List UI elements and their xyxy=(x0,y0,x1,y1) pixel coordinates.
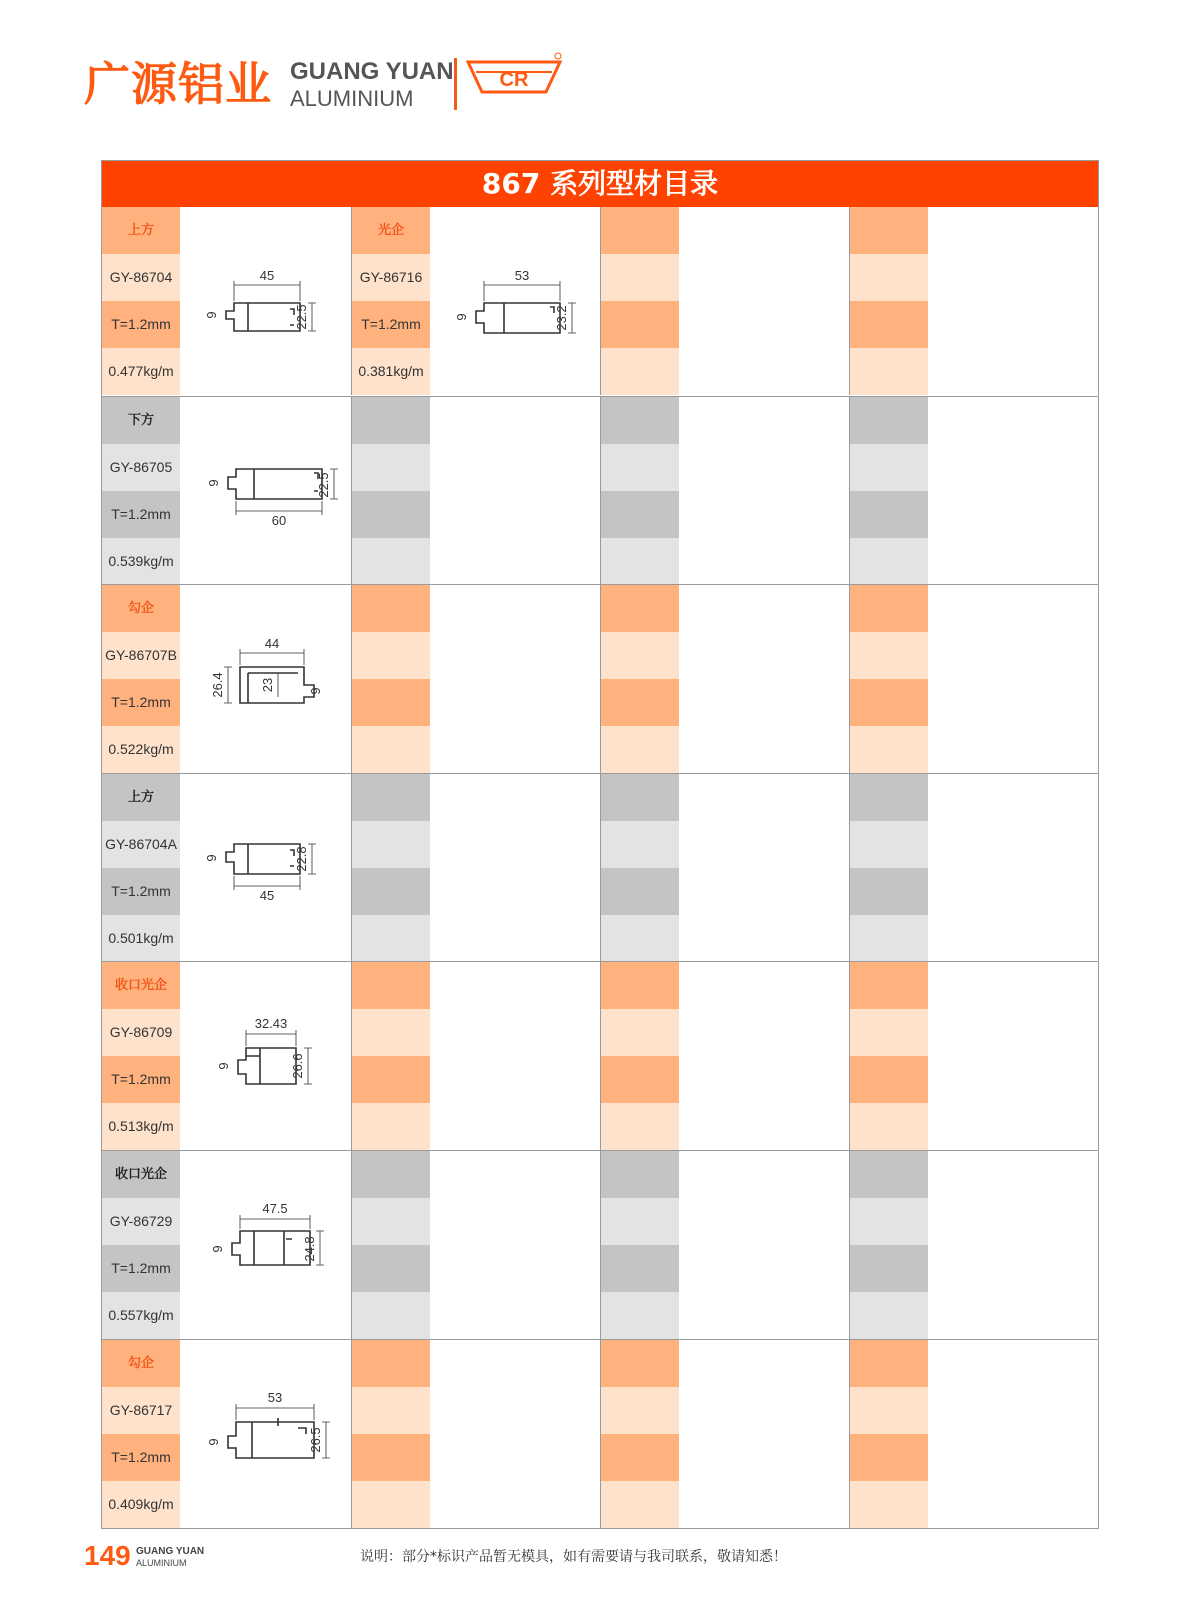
profile-cross-section-drawing xyxy=(182,405,348,577)
profile-code: GY-86704 xyxy=(102,254,180,301)
dim-width: 53 xyxy=(267,1389,283,1405)
profile-spec-labels xyxy=(850,585,928,773)
dim-height: 24.8 xyxy=(302,1236,317,1262)
profile-spec-labels xyxy=(850,207,928,395)
profile-spec-labels xyxy=(850,397,928,585)
footer-brand: GUANG YUAN xyxy=(136,1546,205,1557)
dim-height: 26.6 xyxy=(290,1053,305,1080)
profile-code xyxy=(601,821,679,868)
profile-spec-labels xyxy=(601,207,679,395)
profile-name: 收口光企 xyxy=(102,962,180,1009)
dim-width: 44 xyxy=(264,636,280,652)
brand-name-en: GUANG YUAN xyxy=(290,58,454,85)
profile-weight: 0.539kg/m xyxy=(102,538,180,585)
profile-weight xyxy=(601,726,679,773)
profile-name xyxy=(850,774,928,821)
dim-notch: 9 xyxy=(206,478,221,487)
profile-thickness xyxy=(601,1434,679,1481)
catalog-grid xyxy=(102,207,1098,1528)
profile-cell xyxy=(102,397,351,585)
catalog-row xyxy=(102,207,1098,396)
profile-thickness xyxy=(601,1056,679,1103)
dim-notch: 9 xyxy=(216,1062,231,1071)
profile-weight: 0.557kg/m xyxy=(102,1292,180,1339)
profile-cell xyxy=(351,1340,600,1528)
profile-spec-labels xyxy=(601,585,679,773)
profile-thickness: T=1.2mm xyxy=(102,1245,180,1292)
profile-name: 上方 xyxy=(102,207,180,254)
profile-spec-labels xyxy=(850,774,928,962)
profile-name xyxy=(352,1340,430,1387)
profile-thickness xyxy=(850,679,928,726)
profile-cell xyxy=(849,774,1098,962)
profile-name xyxy=(352,397,430,444)
profile-code xyxy=(850,444,928,491)
profile-name: 收口光企 xyxy=(102,1151,180,1198)
profile-spec-labels xyxy=(102,585,180,773)
profile-spec-labels xyxy=(102,1151,180,1339)
dim-width: 60 xyxy=(271,512,287,528)
profile-code xyxy=(352,821,430,868)
profile-code xyxy=(850,632,928,679)
profile-spec-labels xyxy=(850,1340,928,1528)
profile-code: GY-86704A xyxy=(102,821,180,868)
profile-thickness xyxy=(850,1245,928,1292)
profile-catalog-table xyxy=(101,160,1099,1529)
dim-height: 22.5 xyxy=(294,304,309,330)
profile-spec-labels xyxy=(102,962,180,1150)
profile-code xyxy=(352,444,430,491)
profile-weight: 0.409kg/m xyxy=(102,1481,180,1528)
profile-svg xyxy=(182,405,348,577)
profile-thickness xyxy=(601,679,679,726)
profile-name: 上方 xyxy=(102,774,180,821)
profile-weight xyxy=(601,348,679,395)
profile-code xyxy=(601,254,679,301)
profile-weight xyxy=(601,1481,679,1528)
footnote: 说明：部分*标识产品暂无模具，如有需要请与我司联系，敬请知悉！ xyxy=(360,1549,787,1565)
profile-thickness: T=1.2mm xyxy=(102,491,180,538)
profile-thickness: T=1.2mm xyxy=(352,301,430,348)
profile-weight: 0.513kg/m xyxy=(102,1103,180,1150)
profile-code: GY-86716 xyxy=(352,254,430,301)
profile-name xyxy=(601,962,679,1009)
profile-code xyxy=(601,1198,679,1245)
profile-spec-labels xyxy=(601,1151,679,1339)
profile-code xyxy=(601,632,679,679)
profile-code: GY-86717 xyxy=(102,1387,180,1434)
catalog-row xyxy=(102,1150,1098,1339)
brand-divider xyxy=(454,58,457,110)
profile-weight xyxy=(850,726,928,773)
profile-weight xyxy=(352,1481,430,1528)
profile-cell xyxy=(849,1151,1098,1339)
profile-cell xyxy=(351,962,600,1150)
profile-name: 光企 xyxy=(352,207,430,254)
dim-width: 53 xyxy=(514,268,530,283)
profile-svg xyxy=(182,1159,348,1331)
dim-notch: 9 xyxy=(204,854,219,862)
profile-thickness xyxy=(601,491,679,538)
profile-thickness xyxy=(601,301,679,348)
profile-svg xyxy=(182,593,348,765)
profile-name: 勾企 xyxy=(102,1340,180,1387)
catalog-title: 867 系列型材目录 xyxy=(102,161,1098,207)
dim-inner: 23 xyxy=(260,677,275,693)
profile-cell xyxy=(849,397,1098,585)
profile-thickness xyxy=(850,491,928,538)
dim-width: 32.43 xyxy=(254,1016,288,1032)
profile-weight xyxy=(850,1292,928,1339)
profile-code: GY-86705 xyxy=(102,444,180,491)
profile-thickness xyxy=(352,1056,430,1103)
profile-thickness xyxy=(352,491,430,538)
profile-thickness xyxy=(850,868,928,915)
dim-height: 26.4 xyxy=(210,672,225,698)
dim-notch: 9 xyxy=(308,687,323,695)
dim-notch: 9 xyxy=(210,1245,225,1253)
catalog-row xyxy=(102,396,1098,585)
profile-code xyxy=(850,1009,928,1056)
profile-name xyxy=(352,774,430,821)
profile-thickness xyxy=(601,868,679,915)
profile-name xyxy=(601,774,679,821)
profile-name xyxy=(850,585,928,632)
profile-name xyxy=(352,962,430,1009)
profile-cell xyxy=(849,585,1098,773)
profile-name xyxy=(850,207,928,254)
profile-spec-labels xyxy=(352,962,430,1150)
cr-logo-icon xyxy=(466,52,562,102)
dim-height: 26.5 xyxy=(308,1426,323,1453)
profile-name xyxy=(850,1151,928,1198)
profile-thickness xyxy=(352,1245,430,1292)
profile-spec-labels xyxy=(102,397,180,585)
profile-code xyxy=(352,1009,430,1056)
profile-thickness: T=1.2mm xyxy=(102,1056,180,1103)
profile-spec-labels xyxy=(102,1340,180,1528)
cr-logo-text: CR xyxy=(499,69,529,91)
brand-name-cn: 广源铝业 xyxy=(84,57,272,111)
profile-weight xyxy=(352,726,430,773)
profile-cell xyxy=(351,207,600,395)
profile-weight xyxy=(352,915,430,962)
profile-code xyxy=(850,1387,928,1434)
profile-weight xyxy=(601,1292,679,1339)
profile-thickness xyxy=(850,301,928,348)
profile-cell xyxy=(102,585,351,773)
footer-brand-sub: ALUMINIUM xyxy=(136,1558,187,1568)
profile-name xyxy=(352,585,430,632)
profile-thickness: T=1.2mm xyxy=(102,868,180,915)
brand-name-en-sub: ALUMINIUM xyxy=(290,86,414,111)
catalog-row xyxy=(102,584,1098,773)
profile-weight xyxy=(352,538,430,585)
profile-thickness: T=1.2mm xyxy=(102,1434,180,1481)
profile-code xyxy=(601,1009,679,1056)
profile-cell xyxy=(600,962,849,1150)
profile-thickness xyxy=(601,1245,679,1292)
dim-width: 45 xyxy=(259,268,275,283)
profile-weight xyxy=(850,1481,928,1528)
profile-code xyxy=(352,632,430,679)
profile-code xyxy=(352,1198,430,1245)
profile-code xyxy=(601,1387,679,1434)
catalog-row xyxy=(102,1339,1098,1528)
page-number: 149 xyxy=(84,1540,131,1571)
profile-spec-labels xyxy=(102,774,180,962)
dim-height: 22.8 xyxy=(294,846,309,872)
profile-cell xyxy=(351,1151,600,1339)
catalog-row xyxy=(102,961,1098,1150)
profile-spec-labels xyxy=(601,1340,679,1528)
dim-width: 47.5 xyxy=(262,1201,288,1216)
profile-name: 下方 xyxy=(102,397,180,444)
profile-svg xyxy=(182,1348,348,1520)
profile-weight: 0.477kg/m xyxy=(102,348,180,395)
profile-svg xyxy=(182,215,348,387)
profile-spec-labels xyxy=(601,962,679,1150)
profile-spec-labels xyxy=(850,1151,928,1339)
profile-spec-labels xyxy=(352,397,430,585)
profile-name xyxy=(601,207,679,254)
profile-weight xyxy=(352,1292,430,1339)
profile-cell xyxy=(849,962,1098,1150)
profile-weight xyxy=(850,538,928,585)
profile-name xyxy=(601,1340,679,1387)
profile-weight: 0.522kg/m xyxy=(102,726,180,773)
profile-cross-section-drawing xyxy=(182,1159,348,1331)
profile-weight xyxy=(850,915,928,962)
profile-name xyxy=(352,1151,430,1198)
profile-cell xyxy=(600,774,849,962)
profile-cross-section-drawing xyxy=(182,1348,348,1520)
brand-header xyxy=(84,52,684,122)
profile-weight xyxy=(850,1103,928,1150)
profile-cell xyxy=(351,397,600,585)
profile-weight xyxy=(850,348,928,395)
profile-spec-labels xyxy=(352,207,430,395)
profile-cell xyxy=(600,207,849,395)
profile-spec-labels xyxy=(850,962,928,1150)
profile-weight xyxy=(601,915,679,962)
profile-spec-labels xyxy=(601,397,679,585)
profile-weight xyxy=(601,538,679,585)
profile-cross-section-drawing xyxy=(182,215,348,387)
profile-thickness xyxy=(850,1056,928,1103)
dim-notch: 9 xyxy=(204,311,219,319)
profile-cross-section-drawing xyxy=(432,215,598,387)
profile-svg xyxy=(182,970,348,1142)
profile-weight: 0.381kg/m xyxy=(352,348,430,395)
profile-spec-labels xyxy=(352,1151,430,1339)
profile-code xyxy=(850,1198,928,1245)
profile-cell xyxy=(849,207,1098,395)
profile-spec-labels xyxy=(352,585,430,773)
profile-name xyxy=(850,397,928,444)
profile-thickness: T=1.2mm xyxy=(102,679,180,726)
profile-code xyxy=(601,444,679,491)
profile-spec-labels xyxy=(102,207,180,395)
profile-weight: 0.501kg/m xyxy=(102,915,180,962)
profile-name: 勾企 xyxy=(102,585,180,632)
profile-code: GY-86729 xyxy=(102,1198,180,1245)
profile-name xyxy=(850,1340,928,1387)
profile-name xyxy=(850,962,928,1009)
profile-spec-labels xyxy=(352,1340,430,1528)
profile-cell xyxy=(351,585,600,773)
profile-cell xyxy=(600,1340,849,1528)
catalog-row xyxy=(102,773,1098,962)
profile-spec-labels xyxy=(601,774,679,962)
profile-cell xyxy=(102,1151,351,1339)
profile-cross-section-drawing xyxy=(182,782,348,954)
profile-cell xyxy=(102,207,351,395)
profile-cell xyxy=(600,1151,849,1339)
profile-thickness xyxy=(352,868,430,915)
profile-thickness xyxy=(352,1434,430,1481)
profile-code xyxy=(850,821,928,868)
profile-cross-section-drawing xyxy=(182,970,348,1142)
profile-cell xyxy=(102,774,351,962)
profile-code: GY-86709 xyxy=(102,1009,180,1056)
profile-cell xyxy=(102,1340,351,1528)
profile-thickness xyxy=(850,1434,928,1481)
profile-cell xyxy=(849,1340,1098,1528)
profile-code: GY-86707B xyxy=(102,632,180,679)
profile-weight xyxy=(601,1103,679,1150)
profile-name xyxy=(601,585,679,632)
profile-code xyxy=(850,254,928,301)
profile-name xyxy=(601,1151,679,1198)
profile-cell xyxy=(102,962,351,1150)
profile-code xyxy=(352,1387,430,1434)
dim-notch: 9 xyxy=(206,1437,221,1446)
dim-width: 45 xyxy=(259,887,275,903)
profile-weight xyxy=(352,1103,430,1150)
profile-thickness: T=1.2mm xyxy=(102,301,180,348)
profile-cell xyxy=(351,774,600,962)
dim-notch: 9 xyxy=(454,313,469,321)
dim-height: 22.5 xyxy=(316,471,331,498)
profile-thickness xyxy=(352,679,430,726)
profile-name xyxy=(601,397,679,444)
profile-svg xyxy=(182,782,348,954)
profile-spec-labels xyxy=(352,774,430,962)
profile-cell xyxy=(600,585,849,773)
profile-cell xyxy=(600,397,849,585)
profile-cross-section-drawing xyxy=(182,593,348,765)
dim-height: 23.2 xyxy=(554,305,569,331)
profile-svg xyxy=(432,215,598,387)
